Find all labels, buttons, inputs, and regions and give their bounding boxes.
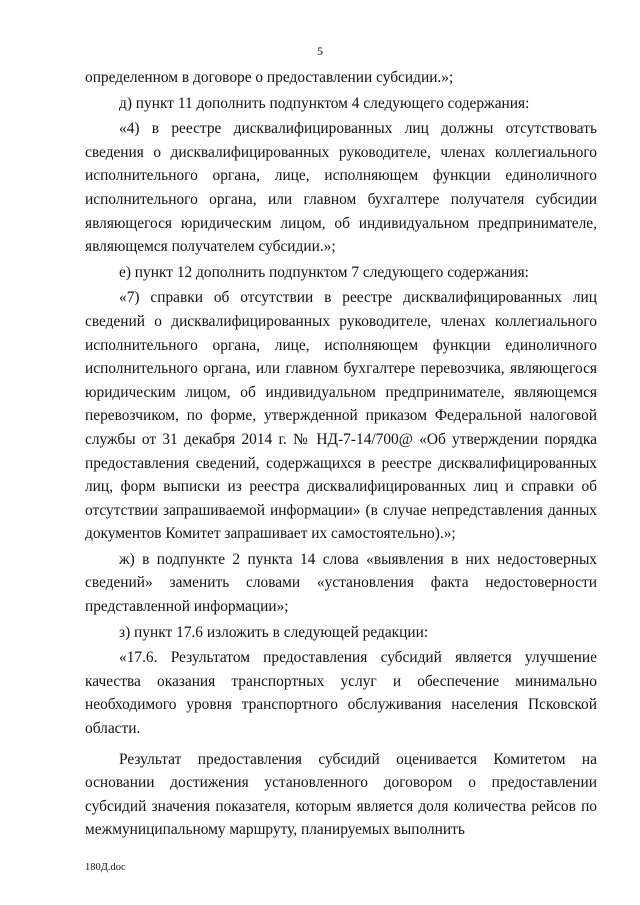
paragraph-continuation: определенном в договоре о предоставлении субсидии.»; — [85, 69, 454, 86]
document-body — [85, 66, 597, 844]
paragraph-subitem-7: «7) справки об отсутствии в реестре дисквалифицированных лиц сведений о дисквалифицированных руководителе, членах коллегиального исполнительного органа, лице, исполняющем функции единоличного исполнительного органа, или главном бухгалтере перевозчика, являющегося юридическим лицом, об индивидуальном предпринимателе, являющемся перевозчиком, по форме, утвержденной приказом Федеральной налоговой службы от 31 декабря 2014 г. № НД-7-14/700@ «Об утверждении порядка предоставления сведений, содержащихся в реестре дисквалифицированных лиц, форм выписки из реестра дисквалифицированных лиц и справки об отсутствии запрашиваемой информации» (в случае непредставления данных документов Комитет запрашивает их самостоятельно).»; — [85, 289, 597, 543]
page-number: 5 — [317, 44, 323, 58]
paragraph-clause-17-6: «17.6. Результатом предоставления субсидий является улучшение качества оказания транспортных услуг и обеспечение минимально необходимого уровня транспортного обслуживания населения Псковской области. — [85, 649, 597, 738]
paragraph-subitem-4: «4) в реестре дисквалифицированных лиц должны отсутствовать сведения о дисквалифицированных руководителе, членах коллегиального исполнительного органа, лице, исполняющем функции единоличного исполнительного органа, или главном бухгалтере получателя субсидии являющегося юридическим лицом, об индивидуальном предпринимателе, являющемся получателем субсидии.»; — [85, 120, 597, 256]
paragraph-item-zh: ж) в подпункте 2 пункта 14 слова «выявления в них недостоверных сведений» заменить словами «установления факта недостоверности представленной информации»; — [85, 550, 597, 616]
paragraph-item-z: з) пункт 17.6 изложить в следующей редакции: — [119, 623, 429, 641]
file-name-footer: 180Д.doc — [85, 862, 126, 873]
paragraph-item-d: д) пункт 11 дополнить подпунктом 4 следующего содержания: — [119, 94, 530, 112]
paragraph-item-e: е) пункт 12 дополнить подпунктом 7 следующего содержания: — [119, 263, 529, 281]
paragraph-result-evaluation: Результат предоставления субсидий оценивается Комитетом на основании достижения установленного договором о предоставлении субсидий значения показателя, которым является доля количества рейсов по межмуниципальному маршруту, планируемых выполнить — [85, 750, 597, 839]
